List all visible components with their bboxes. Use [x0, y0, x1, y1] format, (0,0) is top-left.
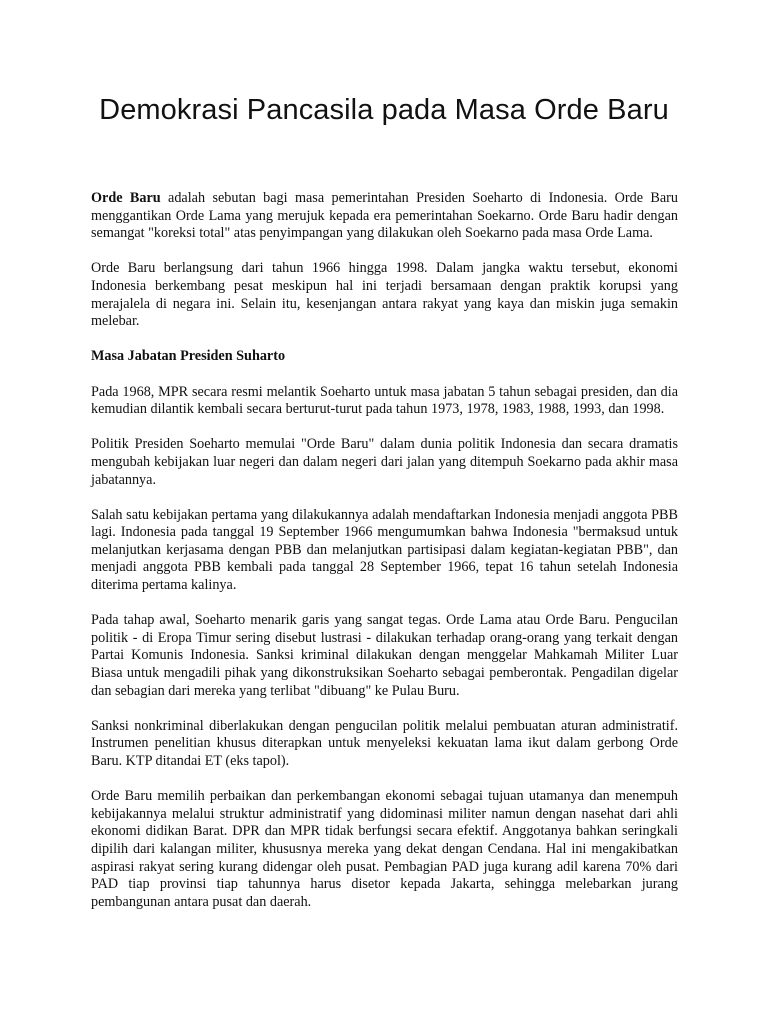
paragraph-4: Politik Presiden Soeharto memulai "Orde Baru" dalam dunia politik Indonesia dan secara dramatis mengubah kebijakan luar negeri dan dalam negeri dari jalan yang ditempuh Soekarno pada akhir masa jabatannya. — [91, 436, 678, 488]
paragraph-7: Sanksi nonkriminal diberlakukan dengan pengucilan politik melalui pembuatan aturan administratif. Instrumen penelitian khusus diterapkan untuk menyeleksi kekuatan lama ikut dalam gerbong Orde Baru. KTP ditandai ET (eks tapol). — [91, 717, 678, 769]
page-title: Demokrasi Pancasila pada Masa Orde Baru — [99, 94, 669, 126]
paragraph-3: Pada 1968, MPR secara resmi melantik Soeharto untuk masa jabatan 5 tahun sebagai presiden, dan dia kemudian dilantik kembali secara berturut-turut pada tahun 1973, 1978, 1983, 1988, 1993, dan 1998. — [91, 383, 678, 418]
section-heading: Masa Jabatan Presiden Suharto — [91, 348, 286, 365]
paragraph-5: Salah satu kebijakan pertama yang dilakukannya adalah mendaftarkan Indonesia menjadi anggota PBB lagi. Indonesia pada tanggal 19 September 1966 mengumumkan bahwa Indonesia "bermaksud untuk melanjutkan kerjasama dengan PBB dan melanjutkan partisipasi dalam kegiatan-kegiatan PBB", dan menjadi anggota PBB kembali pada tanggal 28 September 1966, tepat 16 tahun setelah Indonesia diterima pertama kalinya. — [91, 506, 678, 594]
paragraph-8: Orde Baru memilih perbaikan dan perkembangan ekonomi sebagai tujuan utamanya dan menempuh kebijakannya melalui struktur administratif yang didominasi militer namun dengan nasehat dari ahli ekonomi didikan Barat. DPR dan MPR tidak berfungsi secara efektif. Anggotanya bahkan seringkali dipilih dari kalangan militer, khususnya mereka yang dekat dengan Cendana. Hal ini mengakibatkan aspirasi rakyat sering kurang didengar oleh pusat. Pembagian PAD juga kurang adil karena 70% dari PAD tiap provinsi tiap tahunnya harus disetor kepada Jakarta, sehingga melebarkan jurang pembangunan antara pusat dan daerah. — [91, 788, 678, 910]
paragraph-1-text: adalah sebutan bagi masa pemerintahan Presiden Soeharto di Indonesia. Orde Baru menggantikan Orde Lama yang merujuk kepada era pemerintahan Soekarno. Orde Baru hadir dengan semangat "koreksi total" atas penyimpangan yang dilakukan oleh Soekarno pada masa Orde Lama. — [91, 190, 678, 242]
paragraph-6: Pada tahap awal, Soeharto menarik garis yang sangat tegas. Orde Lama atau Orde Baru. Pengucilan politik - di Eropa Timur sering disebut lustrasi - dilakukan terhadap orang-orang yang terkait dengan Partai Komunis Indonesia. Sanksi kriminal dilakukan dengan menggelar Mahkamah Militer Luar Biasa untuk mengadili pihak yang dikonstruksikan Soeharto sebagai pemberontak. Pengadilan digelar dan sebagian dari mereka yang terlibat "dibuang" ke Pulau Buru. — [91, 612, 678, 699]
lead-term: Orde Baru — [91, 190, 161, 206]
paragraph-1 — [91, 190, 678, 243]
paragraph-2: Orde Baru berlangsung dari tahun 1966 hingga 1998. Dalam jangka waktu tersebut, ekonomi Indonesia berkembang pesat meskipun hal ini terjadi bersamaan dengan praktik korupsi yang merajalela di negara ini. Selain itu, kesenjangan antara rakyat yang kaya dan miskin juga semakin melebar. — [91, 260, 678, 330]
document-body — [91, 190, 678, 929]
